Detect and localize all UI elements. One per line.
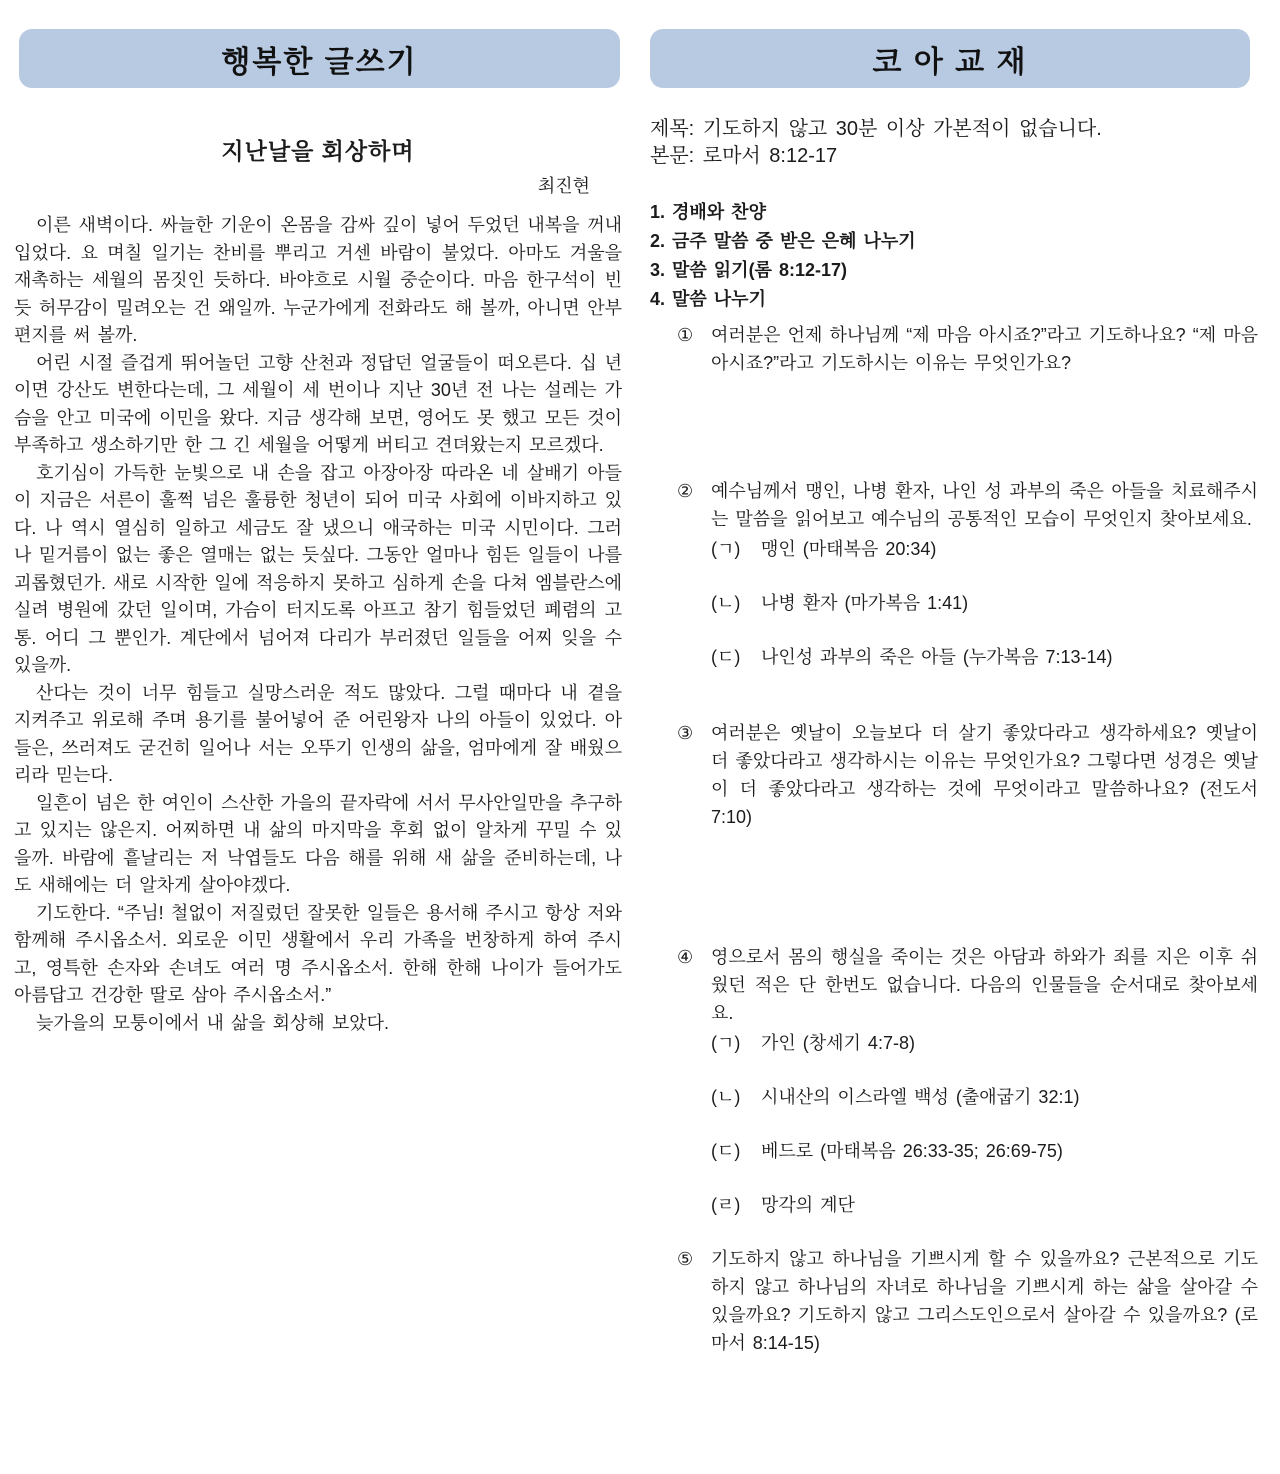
left-section-header <box>19 29 620 88</box>
essay-paragraph: 산다는 것이 너무 힘들고 실망스러운 적도 많았다. 그럴 때마다 내 곁을 지켜주고 위로해 주며 용기를 불어넣어 준 어린왕자 나의 아들이 있었다. 아들은, 쓰러져도 굳건히 일어나 서는 오뚜기 인생의 삶을, 엄마에게 잘 배웠으리라 믿는다. <box>14 682 622 785</box>
question-3-number: ③ <box>677 723 694 743</box>
sub-marker: (ㄹ) <box>711 1195 741 1215</box>
question-5-number: ⑤ <box>677 1249 694 1269</box>
sub-text: 맹인 (마태복음 20:34) <box>761 539 937 559</box>
sub-marker: (ㄴ) <box>711 593 741 613</box>
question-4-text: 영으로서 몸의 행실을 죽이는 것은 아담과 하와가 죄를 지은 이후 쉬웠던 적은 단 한번도 없습니다. 다음의 인물들을 순서대로 찾아보세요. <box>711 947 1258 1023</box>
agenda-item: 2. 금주 말씀 중 받은 은혜 나누기 <box>650 231 916 251</box>
essay-paragraph: 어린 시절 즐겁게 뛰어놀던 고향 산천과 정답던 얼굴들이 떠오른다. 십 년이면 강산도 변한다는데, 그 세월이 세 번이나 지난 30년 전 나는 설레는 가슴을 안고 미국에 이민을 왔다. 지금 생각해 보면, 영어도 못 했고 모든 것이 부족하고 생소하기만 한 그 긴 세월을 어떻게 버티고 견뎌왔는지 모르겠다. <box>14 352 622 455</box>
question-2-sub-b <box>711 589 1258 617</box>
sub-marker: (ㄱ) <box>711 539 741 559</box>
question-1-text: 여러분은 언제 하나님께 “제 마음 아시죠?”라고 기도하나요? “제 마음 아시죠?”라고 기도하시는 이유는 무엇인가요? <box>711 325 1258 373</box>
question-5-text: 기도하지 않고 하나님을 기쁘시게 할 수 있을까요? 근본적으로 기도하지 않고 하나님의 자녀로 하나님을 기쁘시게 하는 삶을 살아갈 수 있을까요? 기도하지 않고 그리스도인으로서 살아갈 수 있을까요? (로마서 8:14-15) <box>711 1249 1258 1353</box>
sub-text: 베드로 (마태복음 26:33-35; 26:69-75) <box>761 1141 1063 1161</box>
question-2-number: ② <box>677 481 694 501</box>
question-2-sub-a <box>711 535 1258 563</box>
essay-title: 지난날을 회상하며 <box>221 138 415 164</box>
question-4-sub-c <box>711 1137 1258 1165</box>
question-1-number: ① <box>677 325 694 345</box>
sub-text: 망각의 계단 <box>761 1195 855 1215</box>
question-2 <box>677 477 1258 671</box>
sub-marker: (ㄴ) <box>711 1087 741 1107</box>
right-section-header <box>650 29 1250 88</box>
essay-paragraph: 기도한다. “주님! 철없이 저질렀던 잘못한 일들은 용서해 주시고 항상 저와 함께해 주시옵소서. 외로운 이민 생활에서 우리 가족을 번창하게 하여 주시고, 영특한 손자와 손녀도 여러 명 주시옵소서. 한해 한해 나이가 들어가도 아름답고 건강한 딸로 삼아 주시옵소서.” <box>14 902 622 1005</box>
question-3 <box>677 719 1258 831</box>
question-4-sub-b <box>711 1083 1258 1111</box>
question-4-number: ④ <box>677 947 694 967</box>
sub-marker: (ㄷ) <box>711 1141 741 1161</box>
question-2-sub-c <box>711 643 1258 671</box>
study-questions <box>650 321 1258 1357</box>
essay-column <box>14 29 622 1357</box>
sub-text: 가인 (창세기 4:7-8) <box>761 1033 915 1053</box>
question-1 <box>677 321 1258 377</box>
question-2-text: 예수님께서 맹인, 나병 환자, 나인 성 과부의 죽은 아들을 치료해주시는 말씀을 읽어보고 예수님의 공통적인 모습이 무엇인지 찾아보세요. <box>711 481 1258 529</box>
question-3-text: 여러분은 옛날이 오늘보다 더 살기 좋았다라고 생각하세요? 옛날이 더 좋았다라고 생각하시는 이유는 무엇인가요? 그렇다면 성경은 옛날이 더 좋았다라고 생각하는 것에 무엇이라고 말씀하나요? (전도서 7:10) <box>711 723 1258 827</box>
agenda-item: 1. 경배와 찬양 <box>650 202 766 222</box>
agenda-item: 4. 말씀 나누기 <box>650 289 766 309</box>
question-4 <box>677 943 1258 1219</box>
question-4-sub-a <box>711 1029 1258 1057</box>
question-5 <box>677 1245 1258 1357</box>
essay-paragraph: 늦가을의 모퉁이에서 내 삶을 회상해 보았다. <box>36 1012 389 1033</box>
right-section-header-label: 코 아 교 재 <box>872 45 1028 79</box>
sub-marker: (ㄱ) <box>711 1033 741 1053</box>
study-meta <box>650 116 1258 170</box>
study-column <box>650 29 1258 1357</box>
essay-paragraph: 이른 새벽이다. 싸늘한 기운이 온몸을 감싸 깊이 넣어 두었던 내복을 꺼내 입었다. 요 며칠 일기는 찬비를 뿌리고 거센 바람이 불었다. 아마도 겨울을 재촉하는 세월의 몸짓인 듯하다. 바야흐로 시월 중순이다. 마음 한구석이 빈 듯 허무감이 밀려오는 건 왜일까. 누군가에게 전화라도 해 볼까, 아니면 안부 편지를 써 볼까. <box>14 215 622 345</box>
question-4-sub-d <box>711 1191 1258 1219</box>
essay-body <box>14 212 622 1037</box>
sub-text: 나인성 과부의 죽은 아들 (누가복음 7:13-14) <box>761 647 1113 667</box>
left-section-header-label: 행복한 글쓰기 <box>221 45 418 79</box>
sub-marker: (ㄷ) <box>711 647 741 667</box>
essay-paragraph: 호기심이 가득한 눈빛으로 내 손을 잡고 아장아장 따라온 네 살배기 아들이 지금은 서른이 훌쩍 넘은 훌륭한 청년이 되어 미국 사회에 이바지하고 있다. 나 역시 열심히 일하고 세금도 잘 냈으니 애국하는 미국 시민이다. 그러나 밑거름이 없는 좋은 열매는 없는 듯싶다. 그동안 얼마나 힘든 일들이 나를 괴롭혔던가. 새로 시작한 일에 적응하지 못하고 심하게 손을 다쳐 엠블란스에 실려 병원에 갔던 일이며, 가슴이 터지도록 아프고 참기 힘들었던 폐렴의 고통. 어디 그 뿐인가. 계단에서 넘어져 다리가 부러졌던 일들을 어찌 잊을 수 있을까. <box>14 462 622 675</box>
essay-author: 최진현 <box>537 176 590 196</box>
study-title-line: 제목: 기도하지 않고 30분 이상 가본적이 없습니다. <box>650 118 1102 140</box>
study-agenda <box>650 198 1258 314</box>
sub-text: 시내산의 이스라엘 백성 (출애굽기 32:1) <box>761 1087 1080 1107</box>
agenda-item: 3. 말씀 읽기(롬 8:12-17) <box>650 260 847 280</box>
sub-text: 나병 환자 (마가복음 1:41) <box>761 593 969 613</box>
essay-paragraph: 일흔이 넘은 한 여인이 스산한 가을의 끝자락에 서서 무사안일만을 추구하고 있지는 않은지. 어찌하면 내 삶의 마지막을 후회 없이 알차게 꾸밀 수 있을까. 바람에 흩날리는 저 낙엽들도 다음 해를 위해 새 삶을 준비하는데, 나도 새해에는 더 알차게 살아야겠다. <box>14 792 622 895</box>
study-scripture-line: 본문: 로마서 8:12-17 <box>650 145 838 167</box>
